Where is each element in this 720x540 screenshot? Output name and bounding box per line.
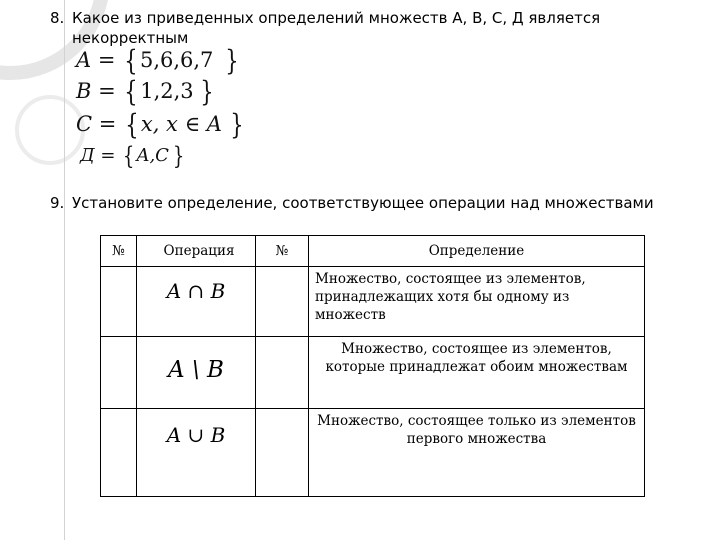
answer-number-cell: [256, 267, 309, 337]
set-name: C: [76, 112, 93, 136]
question-8-text-line1: Какое из приведенных определений множеств А, В, С, Д является: [72, 9, 601, 27]
row-number-cell: [101, 337, 137, 409]
operation-cell: [137, 267, 256, 337]
left-brace-icon: {: [124, 75, 138, 108]
question-9-number: 9.: [50, 194, 65, 212]
header-number-2: №: [256, 236, 309, 267]
question-8-text-line2: некорректным: [72, 29, 189, 47]
table-header-row: [101, 236, 645, 267]
definition-cell: Множество, состоящее только из элементов первого множества: [309, 409, 645, 497]
set-content: 1,2,3: [140, 79, 194, 103]
row-number-cell: [101, 267, 137, 337]
table-row: [101, 267, 645, 337]
definition-cell: Множество, состоящее из элементов, которые принадлежат обоим множествам: [309, 337, 645, 409]
right-brace-icon: }: [230, 108, 244, 141]
header-number-1: №: [101, 236, 137, 267]
equals-sign: =: [91, 48, 123, 72]
table-row: [101, 337, 645, 409]
set-definition-d: [80, 143, 186, 169]
definition-cell: Множество, состоящее из элементов, принадлежащих хотя бы одному из множеств: [309, 267, 645, 337]
right-brace-icon: }: [225, 44, 240, 77]
right-brace-icon: }: [199, 75, 214, 108]
row-number-cell: [101, 409, 137, 497]
operation-intersection: A ∩ B: [166, 279, 226, 303]
operation-cell: [137, 409, 256, 497]
set-content: x, x ∈ A: [140, 112, 222, 136]
question-8-number: 8.: [50, 9, 65, 27]
left-brace-icon: {: [123, 142, 135, 170]
set-name: Д: [80, 145, 95, 166]
left-brace-icon: {: [125, 108, 139, 141]
set-definition-b: [76, 75, 215, 108]
equals-sign: =: [91, 79, 123, 103]
left-brace-icon: {: [124, 44, 138, 77]
operation-union: A ∪ B: [166, 423, 226, 447]
equals-sign: =: [92, 112, 124, 136]
question-9-text: Установите определение, соответствующее операции над множествами: [72, 194, 654, 212]
answer-number-cell: [256, 409, 309, 497]
header-operation: Операция: [137, 236, 256, 267]
operation-difference: A \ B: [168, 357, 224, 383]
set-content: A,C: [136, 145, 169, 166]
right-brace-icon: }: [172, 142, 185, 170]
decorative-circle-small: [15, 95, 85, 165]
table-row: [101, 409, 645, 497]
set-definition-a: [76, 44, 241, 77]
operation-cell: [137, 337, 256, 409]
operations-table: [100, 235, 645, 497]
set-name: B: [76, 79, 92, 103]
set-content: 5,6,6,7: [139, 48, 214, 72]
set-name: A: [76, 48, 92, 72]
answer-number-cell: [256, 337, 309, 409]
set-definition-c: [76, 108, 246, 141]
header-definition: Определение: [309, 236, 645, 267]
equals-sign: =: [94, 145, 122, 166]
decorative-vertical-line: [64, 0, 65, 540]
